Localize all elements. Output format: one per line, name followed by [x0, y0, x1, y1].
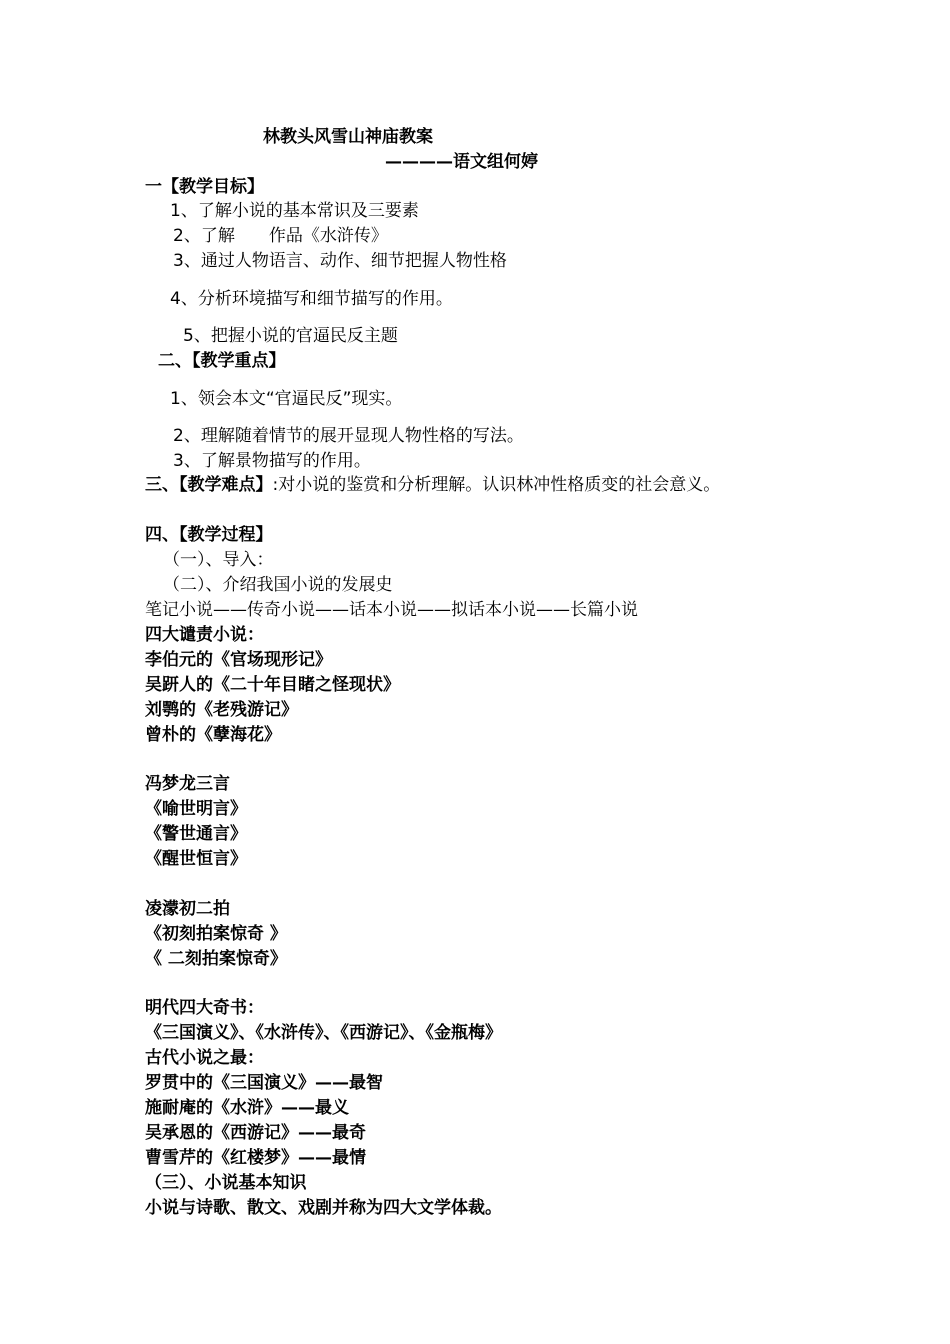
satire-item: 曾朴的《孽海花》	[145, 725, 281, 745]
section-difficulty	[145, 474, 720, 496]
section-heading-focus: 二、【教学重点】	[158, 351, 286, 371]
erpai-item: 《初刻拍案惊奇 》	[145, 924, 287, 944]
zuizhi-item: 施耐庵的《水浒》——最义	[145, 1098, 349, 1118]
section-heading-difficulty: 三、【教学难点】	[145, 475, 273, 495]
focus-item: 2、理解随着情节的展开显现人物性格的写法。	[173, 426, 524, 446]
satire-item: 吴趼人的《二十年目睹之怪现状》	[145, 675, 400, 695]
process-step: （二）、介绍我国小说的发展史	[163, 575, 393, 595]
sanyan-item: 《醒世恒言》	[145, 849, 247, 869]
doc-title: 林教头风雪山神庙教案	[263, 127, 433, 147]
satire-item: 刘鹗的《老残游记》	[145, 700, 298, 720]
erpai-item: 《 二刻拍案惊奇》	[145, 949, 287, 969]
zuizhi-heading: 古代小说之最：	[145, 1048, 264, 1068]
section-heading-process: 四、【教学过程】	[145, 525, 273, 545]
sanyan-heading: 冯梦龙三言	[145, 774, 230, 794]
sanyan-item: 《喻世明言》	[145, 799, 247, 819]
last-line: 小说与诗歌、散文、戏剧并称为四大文学体裁。	[145, 1198, 502, 1218]
zuizhi-item: 吴承恩的《西游记》——最奇	[145, 1123, 366, 1143]
goal-item: 1、了解小说的基本常识及三要素	[170, 201, 419, 221]
difficulty-text: :对小说的鉴赏和分析理解。认识林冲性格质变的社会意义。	[272, 475, 721, 495]
zuizhi-item: 罗贯中的《三国演义》——最智	[145, 1073, 383, 1093]
process-step: （一）、导入：	[163, 550, 274, 570]
satire-heading: 四大谴责小说：	[145, 625, 264, 645]
goal-item: 3、通过人物语言、动作、细节把握人物性格	[173, 251, 507, 271]
section-heading-goals: 一【教学目标】	[145, 177, 264, 197]
goal-item: 2、了解 作品《水浒传》	[173, 226, 388, 246]
satire-item: 李伯元的《官场现形记》	[145, 650, 332, 670]
goal-item: 5、把握小说的官逼民反主题	[183, 326, 398, 346]
zuizhi-item: 曹雪芹的《红楼梦》——最情	[145, 1148, 366, 1168]
qishu-list: 《三国演义》、《水浒传》、《西游记》、《金瓶梅》	[145, 1023, 502, 1043]
focus-item: 1、领会本文“官逼民反”现实。	[170, 389, 403, 409]
history-line: 笔记小说——传奇小说——话本小说——拟话本小说——长篇小说	[145, 600, 638, 620]
goal-item: 4、分析环境描写和细节描写的作用。	[170, 289, 453, 309]
doc-author: ————语文组何婷	[385, 152, 538, 172]
qishu-heading: 明代四大奇书：	[145, 998, 264, 1018]
focus-item: 3、了解景物描写的作用。	[173, 451, 371, 471]
erpai-heading: 凌濛初二拍	[145, 899, 230, 919]
sanyan-item: 《警世通言》	[145, 824, 247, 844]
process-step: （三）、小说基本知识	[145, 1173, 307, 1193]
